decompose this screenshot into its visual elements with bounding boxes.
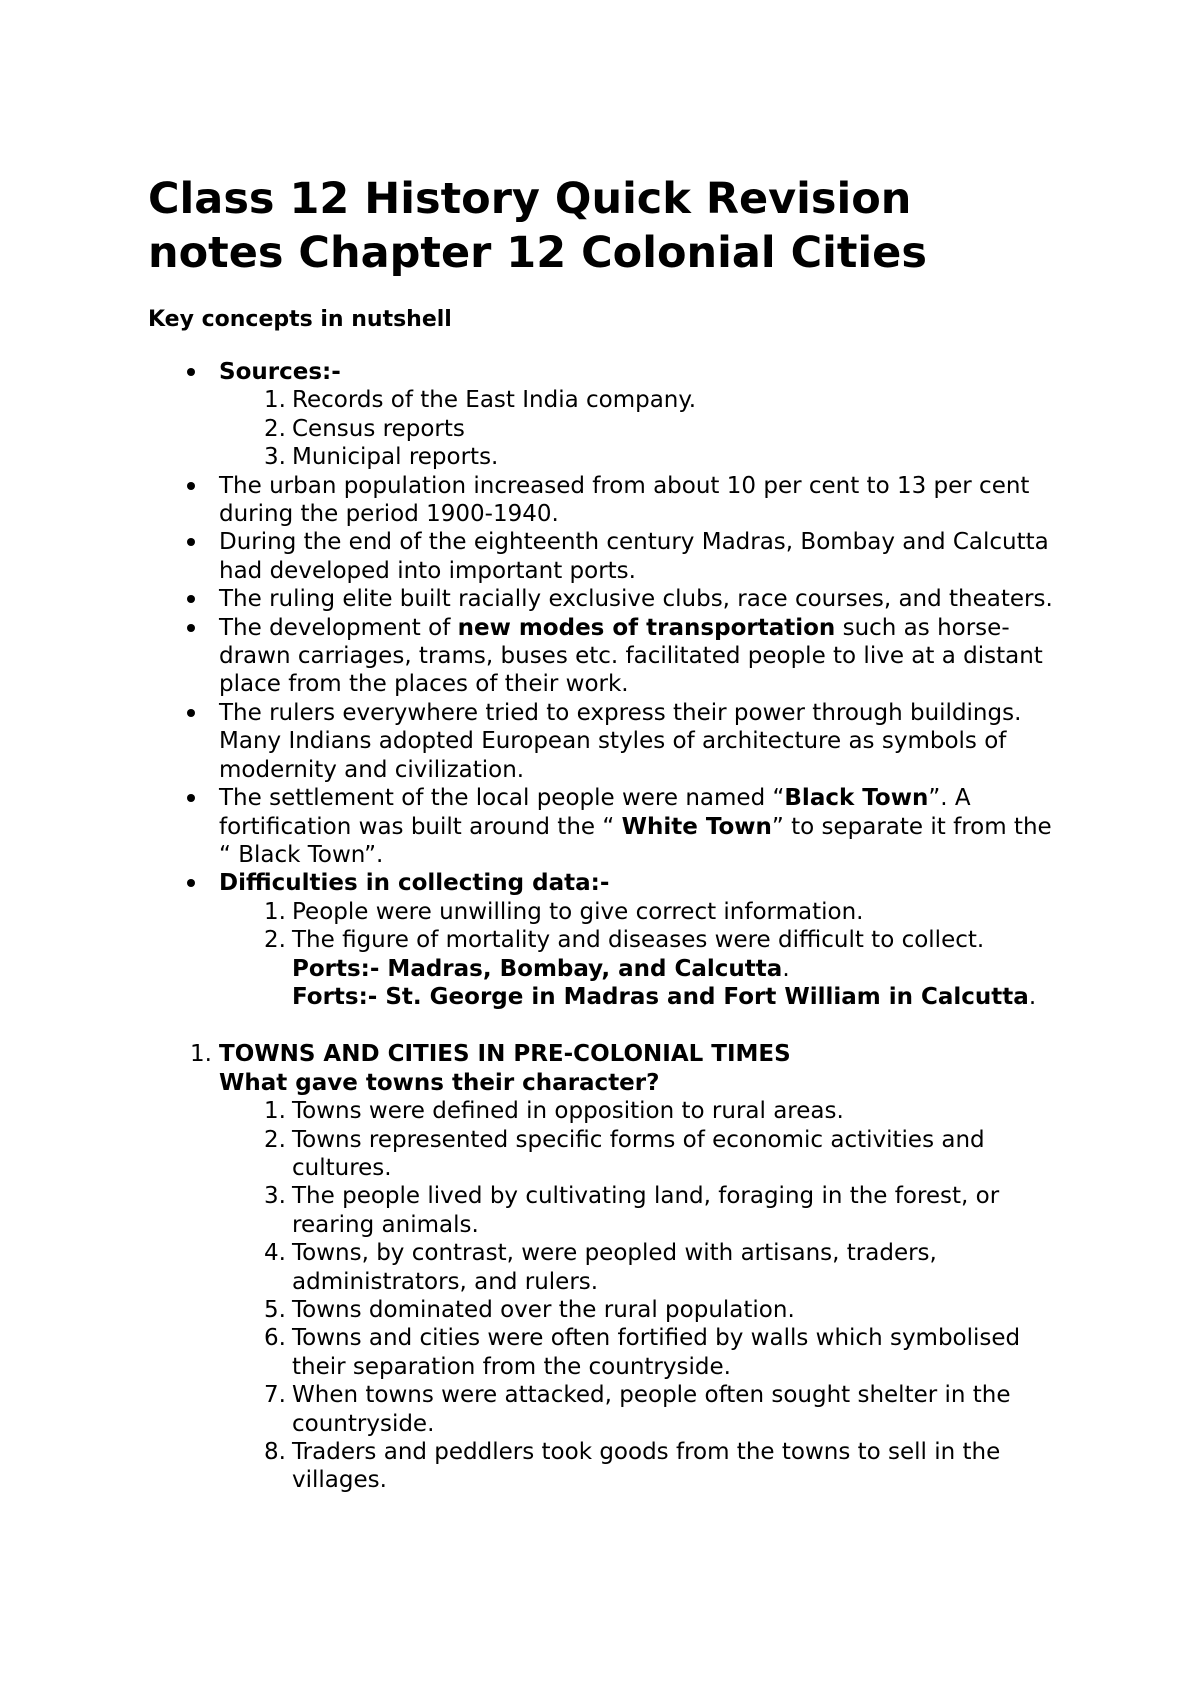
bullet-ruling-elite: The ruling elite built racially exclusive clubs, race courses, and theaters. [219,585,1070,613]
section-question: What gave towns their character? [219,1069,660,1096]
source-item: 1. Records of the East India company. [264,387,697,414]
key-concepts-list [148,358,1070,1011]
bullet-sources [219,358,1070,472]
section-towns-pre-colonial [190,1040,1070,1495]
difficulties-list [219,898,1070,1012]
sources-label: Sources:- [219,359,341,385]
section-item: 5. Towns dominated over the rural population. [264,1297,795,1323]
section-item: 6. Towns and cities were often fortified by walls which symbolised their separation from the countryside. [264,1325,1021,1380]
bullet-transportation: The development of new modes of transportation such as horse-drawn carriages, trams, buses etc. facilitated people to live at a distant place from the places of their work. [219,614,1070,699]
title-line-1: Class 12 History Quick Revision [148,174,912,224]
section-number: 1. [190,1041,212,1068]
white-town-bold: White Town [621,813,772,840]
page-title [148,172,1070,280]
bullet-settlement: The settlement of the local people were named “Black Town”. A fortification was built around the “ White Town” to separate it from the “ Black Town”. [219,784,1070,869]
section-heading: TOWNS AND CITIES IN PRE-COLONIAL TIMES [219,1041,791,1068]
title-line-2: notes Chapter 12 Colonial Cities [148,228,927,278]
section-spacer [148,1011,1070,1040]
section-item: 1. Towns were defined in opposition to rural areas. [264,1098,844,1125]
difficulty-item: 2. The figure of mortality and diseases were difficult to collect. Ports:- Madras, Bombay, and Calcutta. Forts:- St. George in Madras and Fort William in Calcutta. [292,926,1070,1011]
bullet-rulers-power: The rulers everywhere tried to express their power through buildings. Many Indians adopted European styles of architecture as symbols of modernity and civilization. [219,699,1070,784]
bullet-urban-population: The urban population increased from about 10 per cent to 13 per cent during the period 1900-1940. [219,472,1070,529]
black-town-bold: Black Town [784,785,929,812]
difficulties-label: Difficulties in collecting data:- [219,870,610,897]
ports-line: Ports:- Madras, Bombay, and Calcutta. [292,955,790,982]
difficulty-item: 1. People were unwilling to give correct information. [264,898,864,925]
section-item: 8. Traders and peddlers took goods from the towns to sell in the villages. [264,1439,1001,1494]
transport-bold-text: new modes of transportation [457,614,836,641]
bullet-ports-development: During the end of the eighteenth century Madras, Bombay and Calcutta had developed into important ports. [219,528,1070,585]
section-item: 2. Towns represented specific forms of economic activities and cultures. [264,1126,985,1181]
source-item: 2. Census reports [264,415,465,442]
section-items-list [219,1097,1070,1495]
sources-list [219,386,1070,471]
section-list [148,1040,1070,1495]
section-item: 7. When towns were attacked, people often sought shelter in the countryside. [264,1382,1011,1437]
source-item: 3. Municipal reports. [264,444,499,471]
forts-line: Forts:- St. George in Madras and Fort William in Calcutta. [292,983,1037,1010]
section-item: 3. The people lived by cultivating land, foraging in the forest, or rearing animals. [264,1183,1000,1238]
subtitle: Key concepts in nutshell [148,307,452,332]
section-item: 4. Towns, by contrast, were peopled with artisans, traders, administrators, and rulers. [264,1240,937,1295]
bullet-difficulties [219,869,1070,1011]
